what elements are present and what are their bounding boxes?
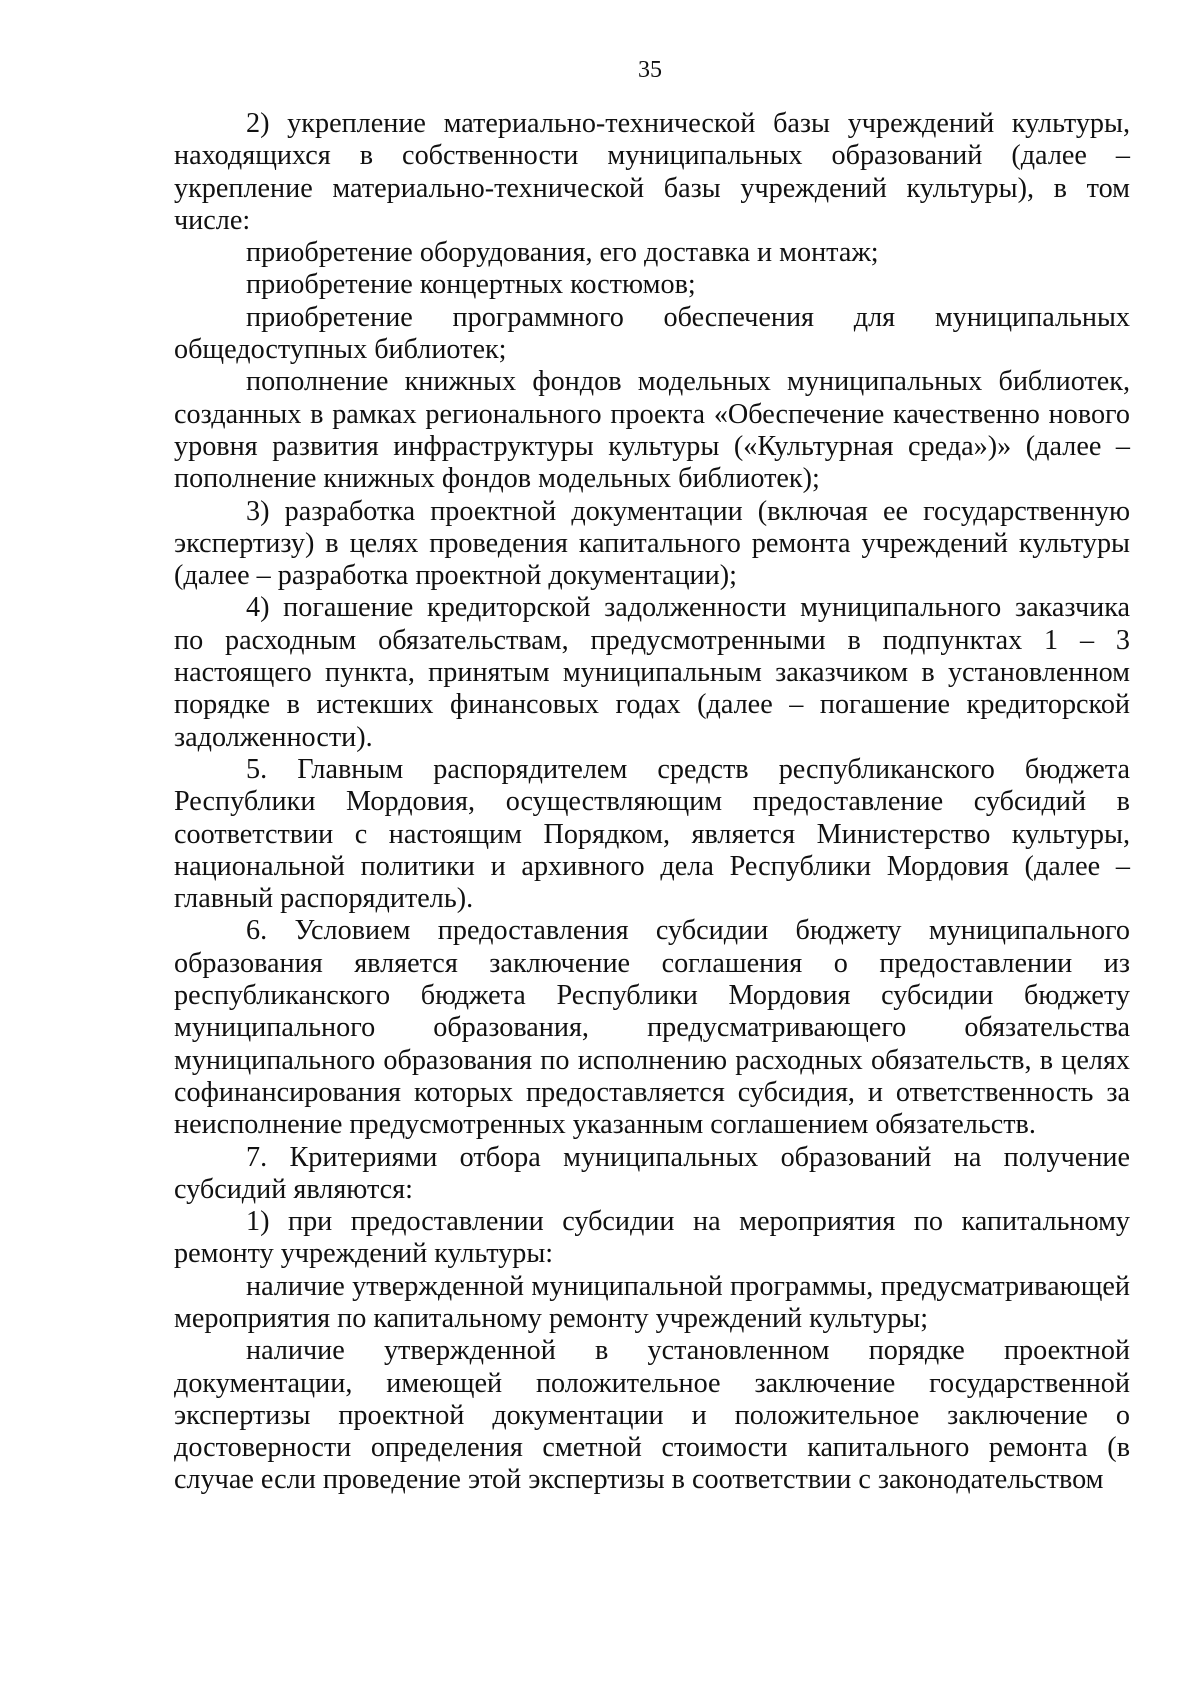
paragraph-9: 6. Условием предоставления субсидии бюджету муниципального образования является заключение соглашения о предоставлении из республиканского бюджета Республики Мордовия субсидии бюджету муниципального образования, предусматривающего обязательства муниципального образования по исполнению расходных обязательств, в целях софинансирования которых предоставляется субсидия, и ответственность за неисполнение предусмотренных указанным соглашением обязательств. bbox=[174, 915, 1130, 1141]
paragraph-7: 4) погашение кредиторской задолженности муниципального заказчика по расходным обязательствам, предусмотренными в подпунктах 1 – 3 настоящего пункта, принятым муниципальным заказчиком в установленном порядке в истекших финансовых годах (далее – погашение кредиторской задолженности). bbox=[174, 592, 1130, 753]
paragraph-13: наличие утвержденной в установленном порядке проектной документации, имеющей положительное заключение государственной экспертизы проектной документации и положительное заключение о достоверности определения сметной стоимости капитального ремонта (в случае если проведение этой экспертизы в соответствии с законодательством bbox=[174, 1335, 1130, 1496]
paragraph-8: 5. Главным распорядителем средств республиканского бюджета Республики Мордовия, осуществляющим предоставление субсидий в соответствии с настоящим Порядком, является Министерство культуры, национальной политики и архивного дела Республики Мордовия (далее – главный распорядитель). bbox=[174, 753, 1130, 915]
paragraph-4: приобретение программного обеспечения для муниципальных общедоступных библиотек; bbox=[174, 301, 1130, 366]
paragraph-2: приобретение оборудования, его доставка и монтаж; bbox=[246, 237, 879, 269]
document-body bbox=[174, 108, 1130, 1497]
paragraph-3: приобретение концертных костюмов; bbox=[246, 269, 696, 301]
paragraph-12: наличие утвержденной муниципальной программы, предусматривающей мероприятия по капитальному ремонту учреждений культуры; bbox=[174, 1270, 1130, 1334]
paragraph-5: пополнение книжных фондов модельных муниципальных библиотек, созданных в рамках регионального проекта «Обеспечение качественно нового уровня развития инфраструктуры культуры («Культурная среда»)» (далее – пополнение книжных фондов модельных библиотек); bbox=[174, 366, 1130, 495]
paragraph-1: 2) укрепление материально-технической базы учреждений культуры, находящихся в собственности муниципальных образований (далее – укрепление материально-технической базы учреждений культуры), в том числе: bbox=[174, 108, 1130, 236]
page-number: 35 bbox=[638, 57, 662, 83]
paragraph-11: 1) при предоставлении субсидии на мероприятия по капитальному ремонту учреждений культуры: bbox=[174, 1206, 1130, 1270]
paragraph-10: 7. Критериями отбора муниципальных образований на получение субсидий являются: bbox=[174, 1141, 1130, 1205]
paragraph-6: 3) разработка проектной документации (включая ее государственную экспертизу) в целях проведения капитального ремонта учреждений культуры (далее – разработка проектной документации); bbox=[174, 495, 1130, 592]
